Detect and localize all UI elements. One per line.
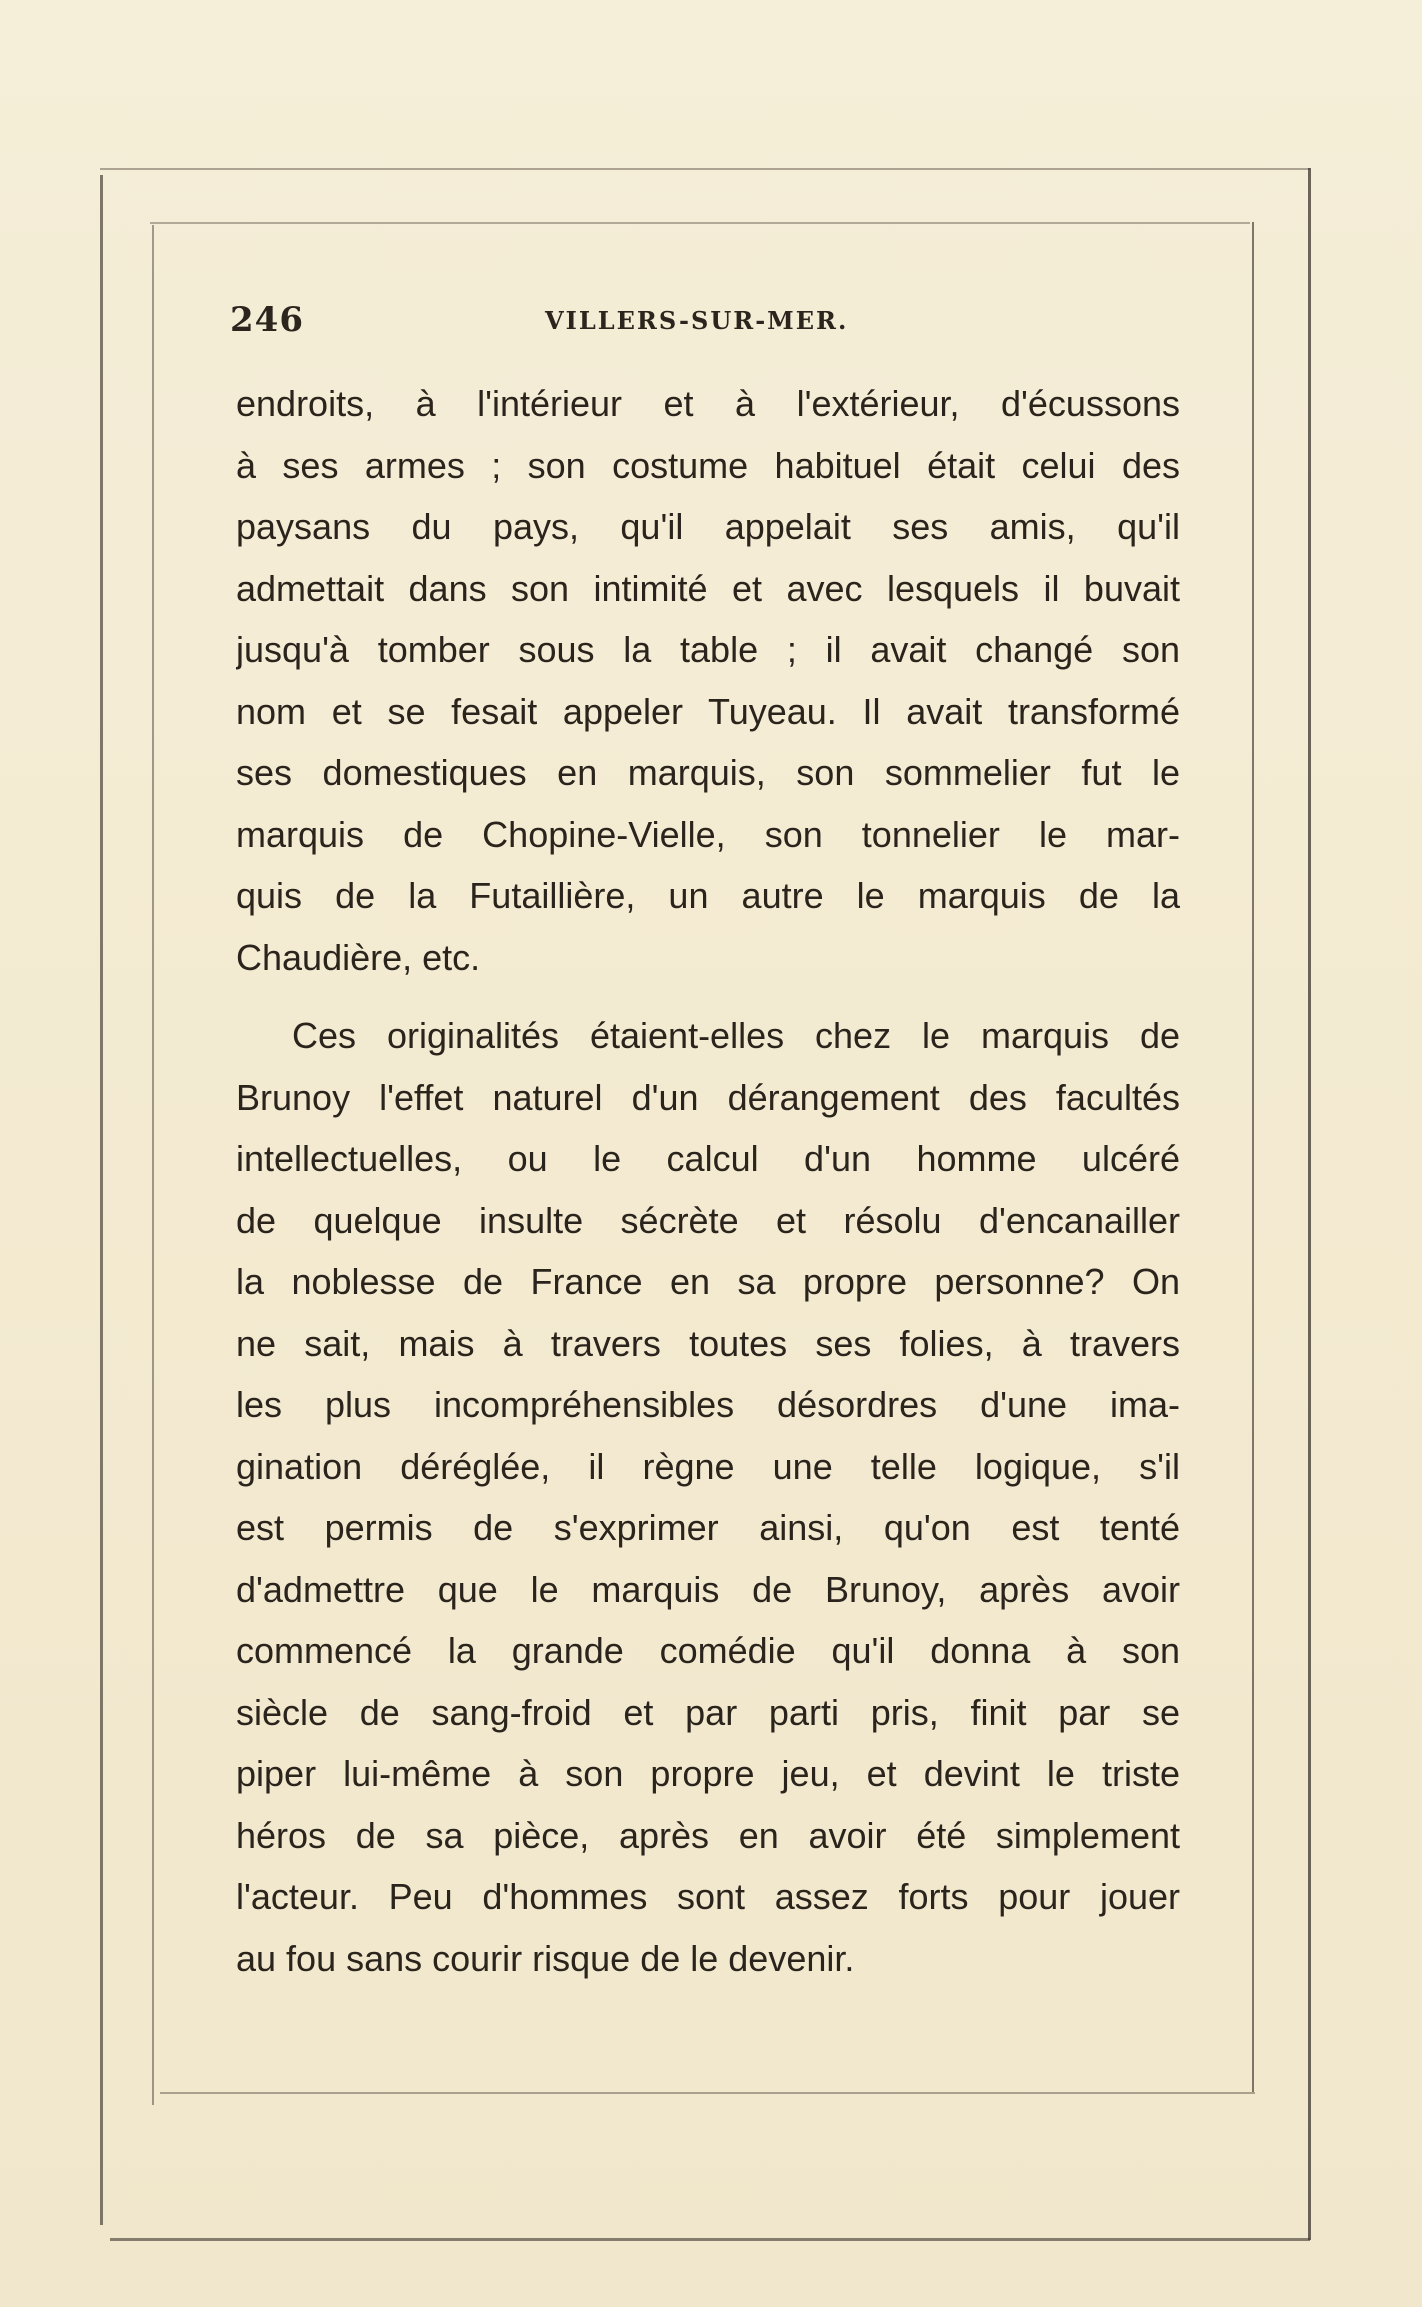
frame-rule-outer-right [1308, 168, 1311, 2240]
text-line: Brunoy l'effet naturel d'un dérangement des facultés [236, 1076, 1180, 1118]
text-line: nom et se fesait appeler Tuyeau. Il avait transformé [236, 690, 1180, 732]
frame-rule-inner-bottom [160, 2092, 1255, 2094]
text-line: l'acteur. Peu d'hommes sont assez forts pour jouer [236, 1876, 1180, 1917]
text-line: siècle de sang-froid et par parti pris, finit par se [236, 1691, 1180, 1733]
text-line: admettait dans son intimité et avec lesquels il buvait [236, 567, 1180, 609]
text-line: intellectuelles, ou le calcul d'un homme ulcéré [236, 1138, 1180, 1179]
text-line: piper lui-même à son propre jeu, et devint le triste [236, 1753, 1180, 1794]
text-line: est permis de s'exprimer ainsi, qu'on est tenté [236, 1507, 1180, 1548]
frame-rule-inner-right [1252, 222, 1254, 2092]
page-number: 246 [230, 300, 304, 340]
paragraph-1 [236, 373, 1180, 988]
text-line: Ces originalités étaient-elles chez le marquis de [292, 1015, 1180, 1056]
text-line: jusqu'à tomber sous la table ; il avait changé son [236, 629, 1180, 670]
text-line: commencé la grande comédie qu'il donna à son [236, 1630, 1180, 1671]
text-line: gination déréglée, il règne une telle logique, s'il [236, 1445, 1180, 1487]
text-line: paysans du pays, qu'il appelait ses amis, qu'il [236, 506, 1180, 547]
text-line: Chaudière, etc. [236, 936, 481, 978]
text-line: d'admettre que le marquis de Brunoy, après avoir [236, 1568, 1180, 1610]
text-line: ses domestiques en marquis, son sommelier fut le [236, 752, 1180, 793]
text-line: endroits, à l'intérieur et à l'extérieur, d'écussons [236, 383, 1180, 424]
frame-rule-inner-top [150, 222, 1250, 224]
running-head [230, 300, 1190, 340]
frame-rule-outer-top [100, 168, 1310, 170]
frame-rule-outer-bottom [110, 2238, 1310, 2241]
text-line: les plus incompréhensibles désordres d'une ima- [236, 1384, 1180, 1425]
running-title: VILLERS-SUR-MER. [545, 306, 849, 335]
text-line: à ses armes ; son costume habituel était celui des [236, 444, 1180, 486]
text-line: au fou sans courir risque de le devenir. [236, 1937, 855, 1979]
text-line: héros de sa pièce, après en avoir été simplement [236, 1814, 1180, 1856]
frame-rule-outer-left [100, 175, 103, 2225]
paragraph-2 [236, 1005, 1180, 1989]
text-line: quis de la Futaillière, un autre le marquis de la [236, 875, 1180, 916]
text-line: marquis de Chopine-Vielle, son tonnelier le mar- [236, 813, 1180, 855]
text-line: ne sait, mais à travers toutes ses folies, à travers [236, 1322, 1180, 1364]
frame-rule-inner-left [152, 225, 154, 2105]
body-text [236, 373, 1180, 1989]
text-line: de quelque insulte sécrète et résolu d'encanailler [236, 1199, 1180, 1241]
text-line: la noblesse de France en sa propre personne? On [236, 1261, 1180, 1302]
